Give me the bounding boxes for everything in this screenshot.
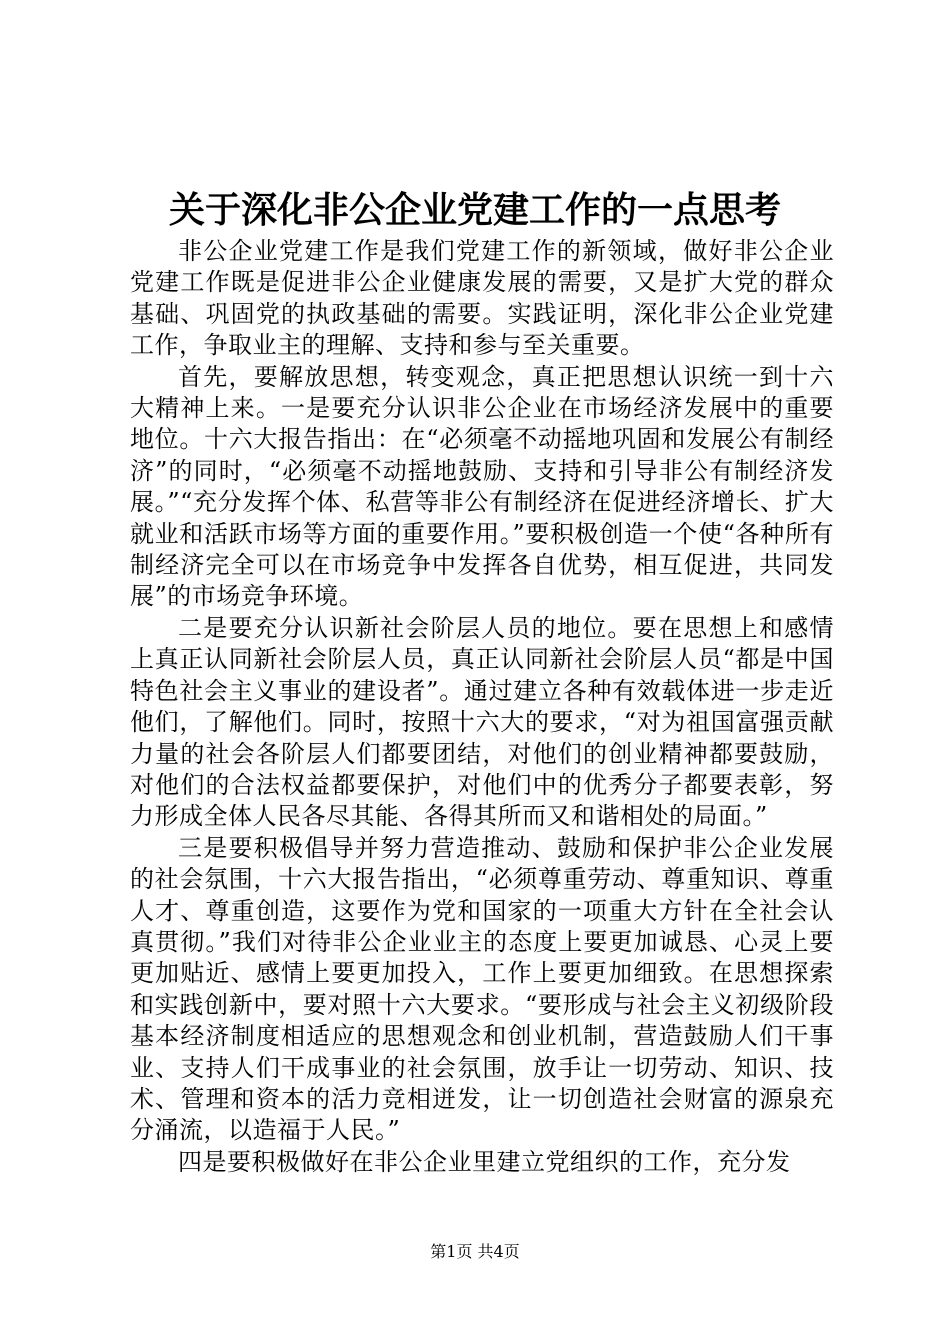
- paragraph-intro: 非公企业党建工作是我们党建工作的新领域，做好非公企业党建工作既是促进非公企业健康发展的需要，又是扩大党的群众基础、巩固党的执政基础的需要。实践证明，深化非公企业党建工作，争取业主的理解、支持和参与至关重要。: [130, 237, 834, 360]
- paragraph-third-point: 三是要积极倡导并努力营造推动、鼓励和保护非公企业发展的社会氛围，十六大报告指出，“必须尊重劳动、尊重知识、尊重人才、尊重创造，这要作为党和国家的一项重大方针在全社会认真贯彻。”我们对待非公企业业主的态度上要更加诚恳、心灵上要更加贴近、感情上要更加投入，工作上要更加细致。在思想探索和实践创新中，要对照十六大要求。“要形成与社会主义初级阶段基本经济制度相适应的思想观念和创业机制，营造鼓励人们干事业、支持人们干成事业的社会氛围，放手让一切劳动、知识、技术、管理和资本的活力竞相迸发，让一切创造社会财富的源泉充分涌流，以造福于人民。”: [130, 833, 834, 1145]
- paragraph-first-point: 首先，要解放思想，转变观念，真正把思想认识统一到十六大精神上来。一是要充分认识非公企业在市场经济发展中的重要地位。十六大报告指出：在“必须毫不动摇地巩固和发展公有制经济”的同时，“必须毫不动摇地鼓励、支持和引导非公有制经济发展。”“充分发挥个体、私营等非公有制经济在促进经济增长、扩大就业和活跃市场等方面的重要作用。”要积极创造一个使“各种所有制经济完全可以在市场竞争中发挥各自优势，相互促进，共同发展”的市场竞争环境。: [130, 362, 834, 611]
- document-body: [130, 236, 834, 1178]
- paragraph-fourth-point: 四是要积极做好在非公企业里建立党组织的工作，充分发: [178, 1147, 791, 1176]
- paragraph-second-point: 二是要充分认识新社会阶层人员的地位。要在思想上和感情上真正认同新社会阶层人员，真正认同新社会阶层人员“都是中国特色社会主义事业的建设者”。通过建立各种有效载体进一步走近他们，了解他们。同时，按照十六大的要求，“对为祖国富强贡献力量的社会各阶层人们都要团结，对他们的创业精神都要鼓励，对他们的合法权益都要保护，对他们中的优秀分子都要表彰，努力形成全体人民各尽其能、各得其所而又和谐相处的局面。”: [130, 613, 834, 831]
- page-number-footer: 第1页 共4页: [430, 1242, 520, 1261]
- document-title: 关于深化非公企业党建工作的一点思考: [168, 189, 781, 231]
